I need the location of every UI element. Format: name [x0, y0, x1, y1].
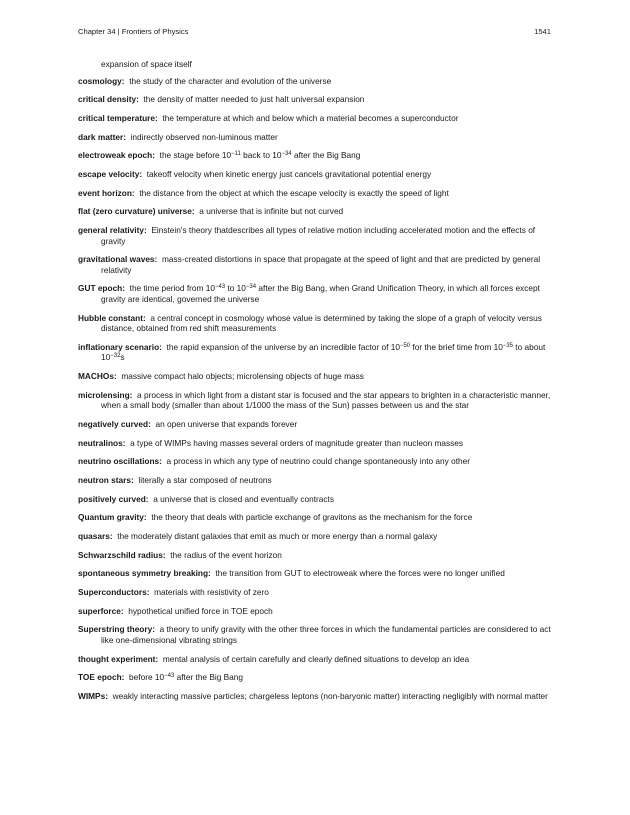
- term: critical density:: [78, 94, 139, 105]
- term: Superstring theory:: [78, 624, 155, 635]
- glossary-entry-flat-universe: [78, 206, 552, 217]
- term: GUT epoch:: [78, 283, 126, 294]
- glossary: [78, 59, 552, 710]
- glossary-entry-superconductors: [78, 587, 552, 598]
- term: superforce:: [78, 605, 124, 616]
- definition: Einstein's theory thatdescribes all types of relative motion including accelerated motion and the effects of gravity: [101, 225, 536, 246]
- definition: the rapid expansion of the universe by an incredible factor of $10^{-50}$ for the brief time from $10^{-35}$ to about $10^{-32}s$: [101, 341, 546, 363]
- glossary-entry-gut-epoch: [78, 283, 552, 304]
- term: quasars:: [78, 530, 113, 541]
- glossary-entry-superforce: [78, 606, 552, 617]
- term: dark matter:: [78, 131, 126, 142]
- definition: indirectly observed non-luminous matter: [130, 131, 278, 142]
- glossary-entry-general-relativity: [78, 225, 552, 246]
- glossary-entry-hubble-constant: [78, 313, 552, 334]
- glossary-entry-microlensing: [78, 390, 552, 411]
- glossary-entry-thought-experiment: [78, 654, 552, 665]
- definition: the stage before $10^{-11}$ back to $10^{-34}$ after the Big Bang: [159, 150, 361, 161]
- term: cosmology:: [78, 75, 125, 86]
- term: Schwarzschild radius:: [78, 549, 166, 560]
- glossary-entry-neutrino-oscillations: [78, 456, 552, 467]
- glossary-entry-event-horizon: [78, 188, 552, 199]
- definition: an open universe that expands forever: [155, 418, 298, 429]
- page-header: [78, 27, 551, 39]
- glossary-entry-positively-curved: [78, 494, 552, 505]
- glossary-entry-electroweak-epoch: [78, 150, 552, 161]
- term: TOE epoch:: [78, 672, 125, 683]
- definition: a theory to unify gravity with the other three forces in which the fundamental particles are considered to act like one-dimensional vibrating strings: [101, 624, 551, 645]
- term: electroweak epoch:: [78, 150, 156, 161]
- term: general relativity:: [78, 225, 147, 235]
- term: Superconductors:: [78, 587, 150, 597]
- glossary-entry-inflationary-scenario: [78, 342, 552, 363]
- glossary-entry-wimps: [78, 691, 552, 702]
- term: negatively curved:: [78, 418, 151, 429]
- glossary-entry-quasars: [78, 531, 552, 542]
- definition: the time period from $10^{-43}$ to $10^{-34}$ after the Big Bang, when Grand Unification Theory, in which all forces except gravity are identical, governed the universe: [101, 283, 540, 304]
- term: Quantum gravity:: [78, 512, 147, 523]
- glossary-entry-machos: [78, 371, 552, 382]
- term: inflationary scenario:: [78, 341, 162, 352]
- definition: the moderately distant galaxies that emit as much or more energy than a normal galaxy: [117, 530, 438, 541]
- term: gravitational waves:: [78, 254, 158, 265]
- glossary-entry-critical-temperature: [78, 113, 552, 124]
- term: neutrino oscillations:: [78, 456, 162, 467]
- term: microlensing:: [78, 389, 133, 400]
- term: MACHOs:: [78, 370, 117, 381]
- term: WIMPs:: [78, 690, 108, 701]
- definition: a process in which any type of neutrino could change spontaneously into any other: [166, 456, 471, 467]
- definition: the study of the character and evolution of the universe: [129, 75, 332, 86]
- glossary-entry-toe-epoch: [78, 672, 552, 683]
- term: thought experiment:: [78, 653, 159, 664]
- glossary-entry-spontaneous-symmetry-breaking: [78, 568, 552, 579]
- definition: hypothetical unified force in TOE epoch: [128, 605, 273, 616]
- term: spontaneous symmetry breaking:: [78, 568, 211, 579]
- page-number: 1541: [534, 27, 551, 36]
- term: escape velocity:: [78, 168, 143, 179]
- glossary-entry-cosmology: [78, 76, 552, 87]
- definition: a process in which light from a distant star is focused and the star appears to brighten in a characteristic manner, when a small body (smaller than about 1/1000 the mass of the Sun) passes between us and the star: [101, 389, 551, 411]
- chapter-title: Chapter 34 | Frontiers of Physics: [78, 27, 189, 36]
- definition: the distance from the object at which the escape velocity is exactly the speed of light: [139, 187, 449, 198]
- definition: a universe that is infinite but not curved: [199, 206, 344, 217]
- glossary-entry-gravitational-waves: [78, 254, 552, 275]
- term: neutralinos:: [78, 437, 126, 448]
- glossary-entry-negatively-curved: [78, 419, 552, 430]
- definition: a type of WIMPs having masses several orders of magnitude greater than nucleon masses: [130, 437, 464, 448]
- definition: mental analysis of certain carefully and clearly defined situations to develop an idea: [162, 653, 470, 664]
- term: flat (zero curvature) universe:: [78, 206, 195, 217]
- definition: before $10^{-43}$ after the Big Bang: [129, 672, 244, 683]
- glossary-entry-critical-density: [78, 94, 552, 105]
- definition: materials with resistivity of zero: [154, 587, 269, 597]
- definition: the density of matter needed to just halt universal expansion: [143, 94, 365, 105]
- definition: a central concept in cosmology whose value is determined by taking the slope of a graph of velocity versus distance, obtained from red shift measurements: [101, 312, 542, 334]
- definition: massive compact halo objects; microlensing objects of huge mass: [121, 370, 364, 381]
- glossary-entry-dark-matter: [78, 132, 552, 143]
- term: neutron stars:: [78, 474, 134, 485]
- definition: literally a star composed of neutrons: [138, 474, 272, 485]
- term: Hubble constant:: [78, 312, 146, 323]
- glossary-entry-quantum-gravity: [78, 512, 552, 523]
- glossary-entry-escape-velocity: [78, 169, 552, 180]
- definition: the theory that deals with particle exchange of gravitons as the mechanism for the force: [151, 512, 473, 523]
- definition: the transition from GUT to electroweak where the forces were no longer unified: [215, 568, 505, 579]
- glossary-continuation: expansion of space itself: [101, 59, 192, 69]
- definition: takeoff velocity when kinetic energy just cancels gravitational potential energy: [146, 168, 432, 179]
- definition: the temperature at which and below which a material becomes a superconductor: [162, 112, 459, 123]
- term: event horizon:: [78, 187, 135, 198]
- term: critical temperature:: [78, 112, 158, 123]
- definition: mass-created distortions in space that propagate at the speed of light and that are predicted by general relativity: [101, 254, 541, 275]
- term: positively curved:: [78, 493, 149, 504]
- glossary-entry-schwarzschild-radius: [78, 550, 552, 561]
- definition: the radius of the event horizon: [170, 549, 282, 560]
- glossary-entry-neutralinos: [78, 438, 552, 449]
- glossary-entry-superstring-theory: [78, 624, 552, 645]
- glossary-entry-neutron-stars: [78, 475, 552, 486]
- definition: weakly interacting massive particles; chargeless leptons (non-baryonic matter) interacting negligibly with normal matter: [112, 690, 548, 701]
- definition: a universe that is closed and eventually contracts: [153, 493, 334, 504]
